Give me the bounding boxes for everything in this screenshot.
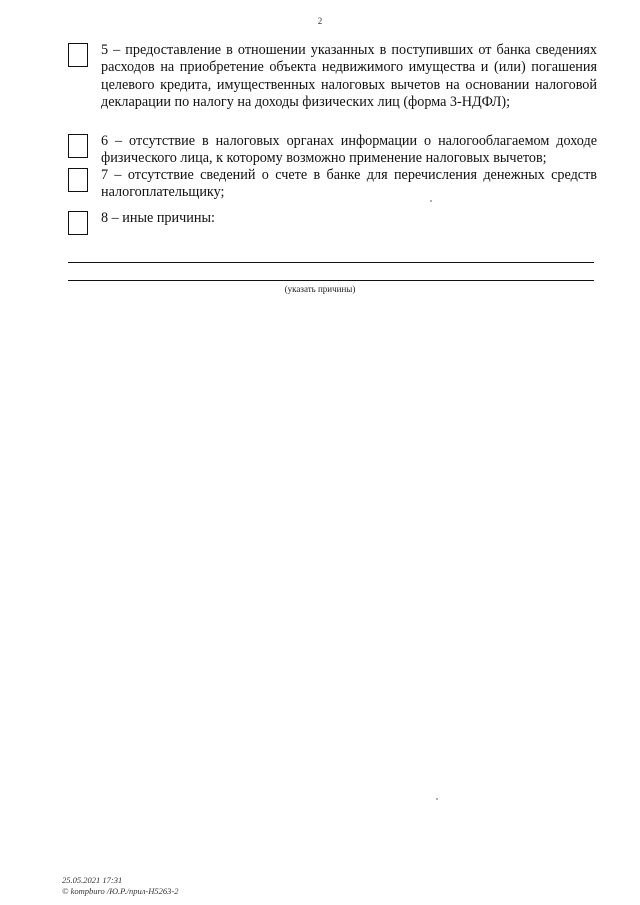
footer-date: 25.05.2021 17:31 bbox=[62, 875, 123, 885]
option-7-checkbox[interactable] bbox=[68, 168, 88, 192]
reasons-caption: (указать причины) bbox=[284, 284, 356, 294]
option-7-text: 7 – отсутствие сведений о счете в банке для перечисления денежных средств налогоплательщику; bbox=[101, 167, 597, 201]
option-6-checkbox[interactable] bbox=[68, 134, 88, 158]
footer-source: © kompburo /Ю.Р./прил-Н5263-2 bbox=[62, 886, 179, 896]
page-number: 2 bbox=[317, 16, 323, 26]
option-8-text: 8 – иные причины: bbox=[101, 210, 215, 226]
option-5-text: 5 – предоставление в отношении указанных в поступивших от банка сведениях расходов на приобретение объекта недвижимого имущества и (или) погашения целевого кредита, имущественных налоговых вычетов на основании налоговой декларации по налогу на доходы физических лиц (форма 3-НДФЛ); bbox=[101, 42, 597, 111]
reasons-line-2[interactable] bbox=[68, 280, 594, 281]
option-5-checkbox[interactable] bbox=[68, 43, 88, 67]
scan-speck bbox=[430, 200, 432, 202]
option-8-checkbox[interactable] bbox=[68, 211, 88, 235]
option-6-text: 6 – отсутствие в налоговых органах информации о налогооблагаемом доходе физического лица, к которому возможно применение налоговых вычетов; bbox=[101, 133, 597, 167]
reasons-line-1[interactable] bbox=[68, 262, 594, 263]
scan-speck bbox=[436, 798, 438, 800]
